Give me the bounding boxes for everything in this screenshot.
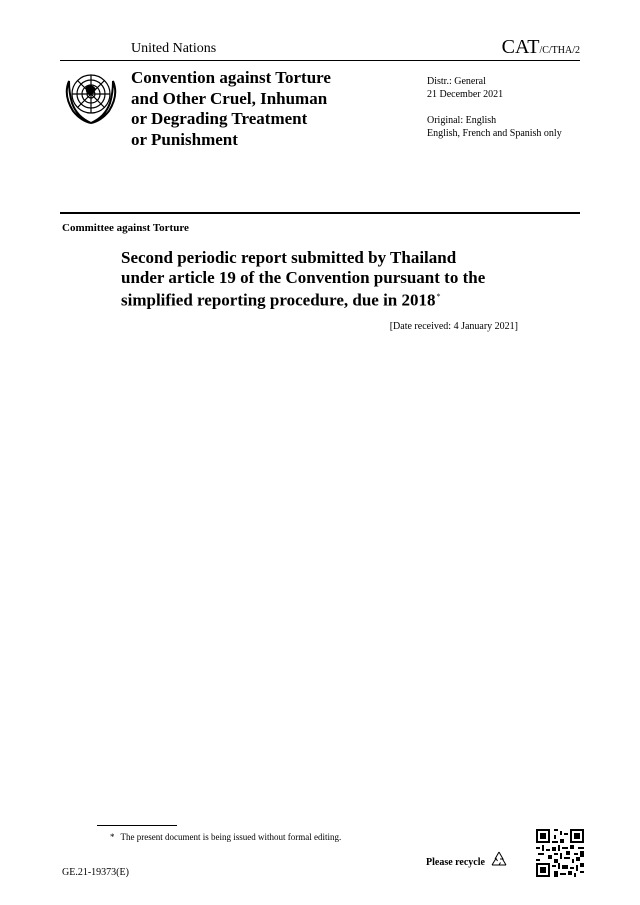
report-title-line-last <box>121 287 541 310</box>
committee-name: Committee against Torture <box>62 222 189 234</box>
convention-title-line: and Other Cruel, Inhuman <box>131 88 328 108</box>
symbol-prefix: CAT <box>501 36 540 58</box>
qr-code-icon <box>536 829 584 877</box>
recycle-icon <box>489 850 509 870</box>
language-block <box>427 114 562 140</box>
footnote-rule <box>97 825 177 826</box>
un-emblem-icon <box>62 67 120 125</box>
available-languages: English, French and Spanish only <box>427 128 562 139</box>
distribution-date: 21 December 2021 <box>427 89 504 100</box>
footnote-text: The present document is being issued without formal editing. <box>120 832 342 842</box>
footnote <box>110 832 341 842</box>
footnote-reference[interactable]: * <box>436 292 441 301</box>
convention-title-line: Convention against Torture <box>131 68 331 87</box>
recycle-label: Please recycle <box>426 857 485 868</box>
organization-name: United Nations <box>131 41 217 56</box>
convention-title-line: or Punishment <box>131 129 238 149</box>
convention-title <box>131 68 391 150</box>
header-rule <box>60 60 580 61</box>
original-language: Original: English <box>427 115 497 126</box>
date-received: [Date received: 4 January 2021] <box>389 321 518 332</box>
distribution-type: Distr.: General <box>427 76 486 87</box>
document-symbol <box>502 36 580 59</box>
footnote-marker: * <box>110 832 115 842</box>
report-title-line: under article 19 of the Convention pursuant to the <box>121 267 486 287</box>
convention-title-line: or Degrading Treatment <box>131 109 308 128</box>
section-rule <box>60 212 580 214</box>
report-title-line: simplified reporting procedure, due in 2018 <box>121 290 436 310</box>
document-code: GE.21-19373(E) <box>62 867 129 878</box>
distribution-block <box>427 75 503 101</box>
symbol-suffix: /C/THA/2 <box>539 45 580 56</box>
report-title <box>121 248 541 310</box>
report-title-line: Second periodic report submitted by Thailand <box>121 248 457 267</box>
